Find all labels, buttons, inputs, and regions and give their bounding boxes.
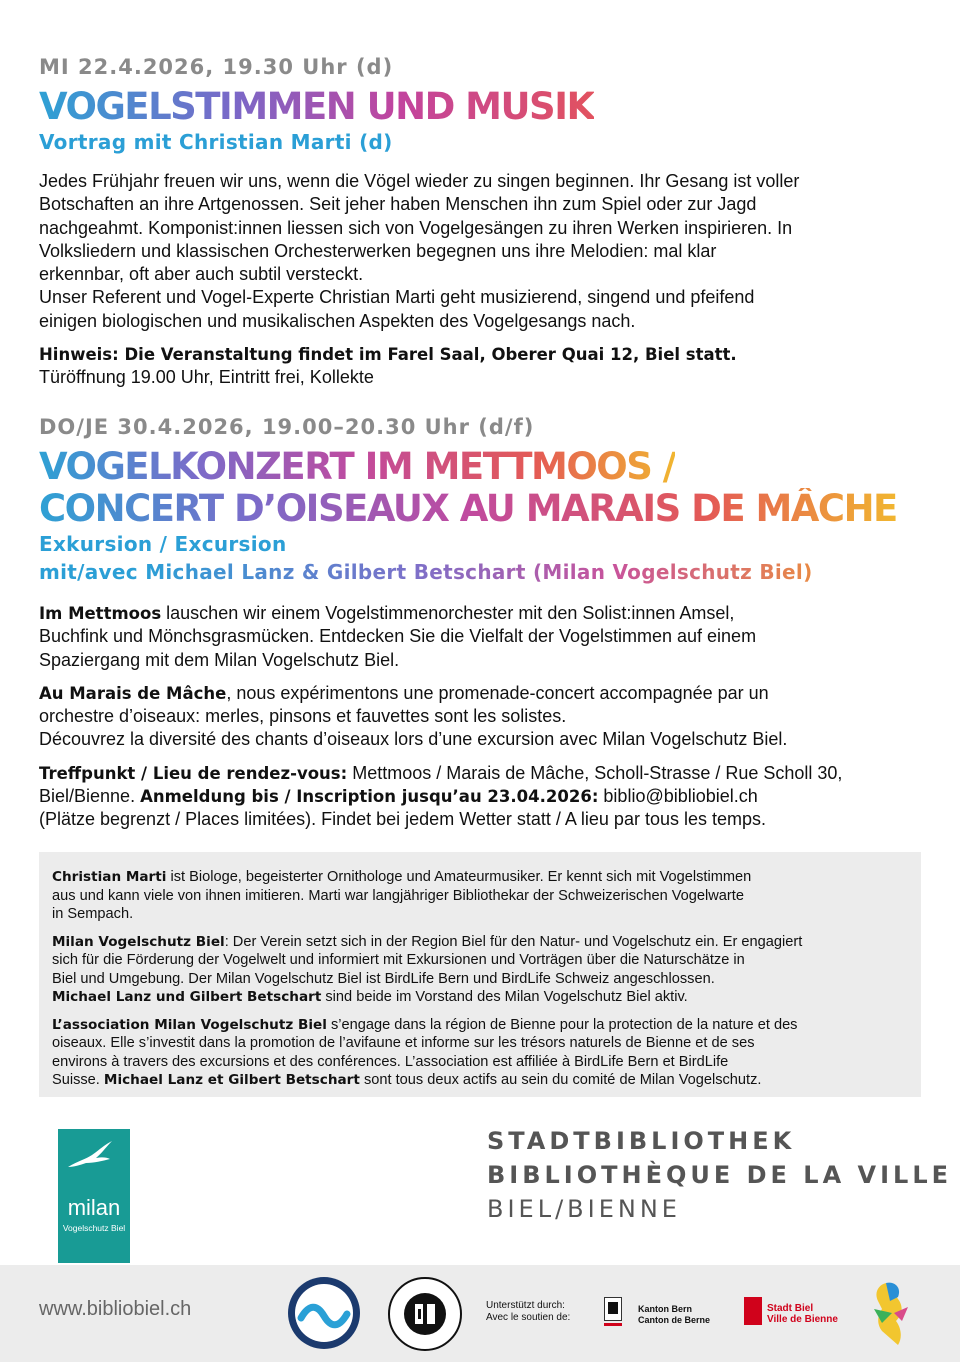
event-2-date: DO/JE 30.4.2026, 19.00–20.30 Uhr (d/f) [39,415,535,439]
library-line-3: BIEL/BIENNE [487,1195,681,1223]
wave-icon [295,1284,353,1342]
email-link[interactable]: biblio@bibliobiel.ch [598,786,758,807]
bird-icon [66,1139,114,1173]
support-line: Avec le soutien de: [486,1312,571,1323]
info-milan-fr [52,1016,907,1090]
footer [0,1265,960,1362]
kultur-inklusiv-logo [388,1277,462,1351]
support-line: Unterstützt durch: [486,1300,565,1311]
library-name [487,1124,952,1226]
event-2-french [39,682,924,752]
text-line: einigen biologischen und musikalischen Aspekten des Vogelgesangs nach. [39,310,636,331]
text-line: Découvrez la diversité des chants d’oiseaux lors d’une excursion avec Milan Vogelschutz Biel. [39,729,788,750]
hint-bold: Hinweis: Die Veranstaltung findet im Farel Saal, Oberer Quai 12, Biel statt. [39,345,737,365]
event-1-subtitle: Vortrag mit Christian Marti (d) [39,130,393,154]
event-2 [39,414,924,832]
milan-name: milan [67,1195,121,1220]
text-line: , nous expérimentons une promenade-concert accompagnée par un [226,682,769,703]
support-text [486,1300,570,1324]
fr-bold: Au Marais de Mâche [39,683,227,703]
info-box [39,852,921,1097]
meet-bold: Treffpunkt / Lieu de rendez-vous: [39,763,348,783]
text-line: Spaziergang mit dem Milan Vogelschutz Biel. [39,649,400,670]
text-line: ist Biologe, begeisterter Ornithologe und Amateurmusiker. Er kennt sich mit Vogelstimmen [166,869,752,885]
text-line: Botschaften an ihre Artgenossen. Seit jeher haben Menschen ihn zum Spiel oder zur Jagd [39,194,757,215]
text-line: orchestre d’oiseaux: merles, pinsons et fauvettes sont les solistes. [39,706,567,727]
text-line: nachgeahmt. Komponist:innen liessen sich von Vogelgesängen zu ihren Werken inspirieren. In [39,217,793,238]
event-1-hint [39,343,924,390]
text-line: Mettmoos / Marais de Mâche, Scholl-Strasse / Rue Scholl 30, [347,762,843,783]
event-1-title [39,86,924,128]
text-line: s’engage dans la région de Bienne pour la protection de la nature et des [326,1016,798,1033]
text-line: lauschen wir einem Vogelstimmenorchester mit den Solist:innen Amsel, [161,603,735,623]
biel-line: Ville de Bienne [767,1314,838,1325]
kanton-line: Canton de Berne [638,1315,711,1325]
event-1-date: MI 22.4.2026, 19.30 Uhr (d) [39,55,394,79]
event-2-subtitle-1: Exkursion / Excursion [39,532,287,556]
info-bold: Christian Marti [52,869,167,885]
subtitle-prefix: mit/avec [39,560,146,584]
info-bold: Milan Vogelschutz Biel [52,933,225,950]
text-line: Volksliedern und klassischen Orchesterwerken begegnen uns ihre Melodien: mal klar [39,240,717,261]
library-line-2: BIBLIOTHÈQUE DE LA VILLE [487,1161,953,1189]
event-2-title-line2: CONCERT D’OISEAUX AU MARAIS DE MÂCHE [39,487,897,530]
info-milan-de [52,933,907,1007]
info-bold: L’association Milan Vogelschutz Biel [52,1016,327,1033]
text-line: Buchfink und Mönchsgrasmücken. Entdecken Sie die Vielfalt der Vogelstimmen auf einem [39,626,757,647]
event-2-subtitle-2 [39,558,924,586]
text-line: Suisse. [52,1072,104,1088]
parrot-icon [868,1279,914,1349]
sign-language-label-logo [288,1277,360,1349]
text-line: sont tous deux actifs au sein du comité de Milan Vogelschutz. [359,1072,762,1088]
info-bold: Michael Lanz et Gilbert Betschart [103,1072,360,1088]
event-1-description [39,170,924,333]
event-2-title-line1: VOGELKONZERT IM METTMOOS / [39,445,675,488]
de-bold: Im Mettmoos [39,604,162,623]
kultur-inklusiv-icon [413,1301,437,1327]
meet-bold-2: Anmeldung bis / Inscription jusqu’au 23.04.2026: [140,787,599,807]
text-line: erkennbar, oft aber auch subtil versteckt. [39,264,364,285]
library-line-1: STADTBIBLIOTHEK [487,1127,796,1155]
milan-sub: Vogelschutz Biel [62,1223,126,1233]
text-line: aus und kann viele von ihnen imitieren. Marti war langjähriger Bibliothekar der Schweizerischen Vogelwarte [52,887,744,904]
text-line: sind beide im Vorstand des Milan Vogelschutz Biel aktiv. [321,989,688,1005]
kanton-line: Kanton Bern [638,1304,692,1314]
info-bold: Michael Lanz und Gilbert Betschart [52,989,322,1005]
event-2-german [39,602,924,672]
biel-axes-icon [744,1297,762,1325]
text-line: oiseaux. Elle s’investit dans la promotion de l’avifaune et informe sur les trésors naturels de Bienne et de ses [52,1035,755,1051]
subtitle-names: Michael Lanz & Gilbert Betschart (Milan Vogelschutz Biel) [145,560,813,584]
text-line: environs à travers des excursions et des conférences. L’association est affiliée à BirdLife Bern et BirdLife [52,1053,729,1070]
event-2-title [39,446,924,530]
text-line: : Der Verein setzt sich in der Region Biel für den Natur- und Vogelschutz ein. Er engagiert [224,933,803,950]
info-marti [52,868,907,924]
bern-crest-icon [604,1297,622,1321]
text-line: Jedes Frühjahr freuen wir uns, wenn die Vögel wieder zu singen beginnen. Ihr Gesang ist voller [39,171,800,191]
text-line: in Sempach. [52,906,134,922]
event-1 [39,54,924,390]
text-line: Biel/Bienne. [39,786,141,807]
biel-line: Stadt Biel [767,1303,814,1314]
text-line: sich für die Förderung der Vogelwelt und informiert mit Exkursionen und Vorträgen über die Naturschätze in [52,952,745,968]
hint-line: Türöffnung 19.00 Uhr, Eintritt frei, Kollekte [39,367,374,388]
milan-logo [58,1129,130,1263]
event-1-title-text: VOGELSTIMMEN UND MUSIK [39,85,594,128]
text-line: Biel und Umgebung. Der Milan Vogelschutz Biel ist BirdLife Bern und BirdLife Schweiz angeschlossen. [52,970,715,987]
event-2-meeting [39,762,924,832]
text-line: Unser Referent und Vogel-Experte Christian Marti geht musizierend, singend und pfeifend [39,287,755,308]
website-link[interactable]: www.bibliobiel.ch [39,1298,192,1320]
text-line: (Plätze begrenzt / Places limitées). Findet bei jedem Wetter statt / A lieu par tous les temps. [39,809,766,830]
